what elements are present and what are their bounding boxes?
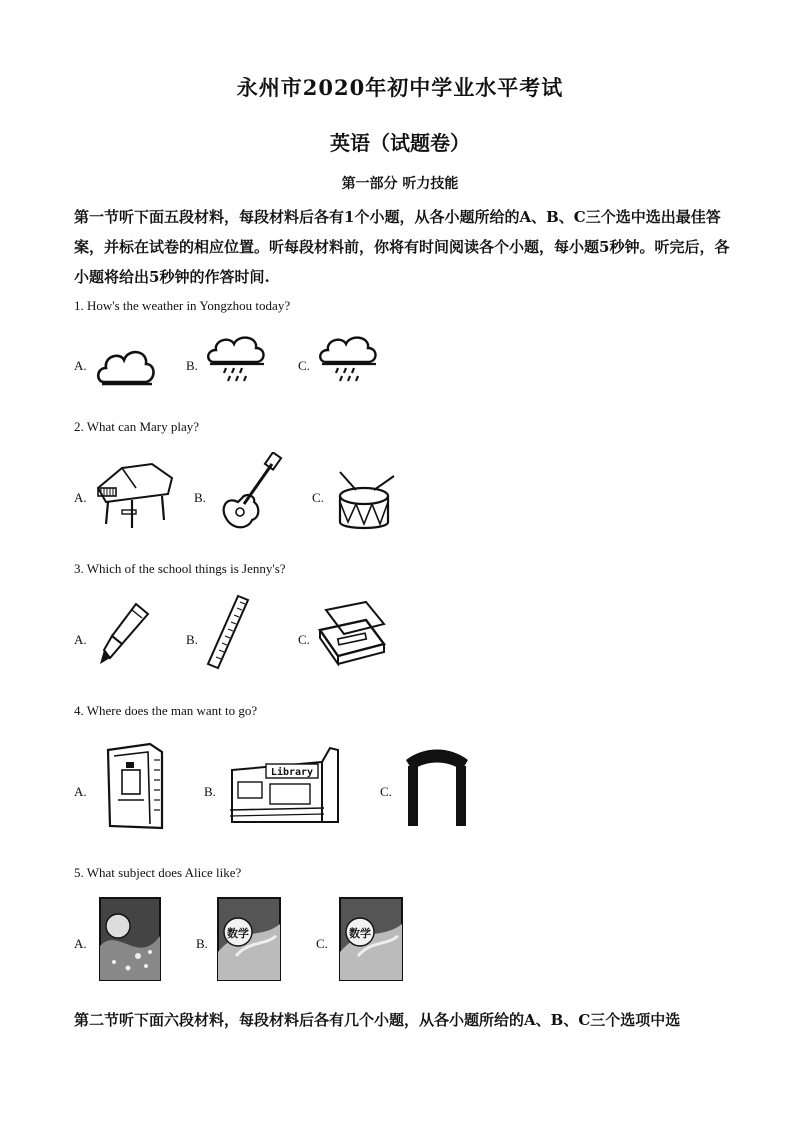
q3-option-c-label: C. bbox=[298, 632, 310, 647]
question-5: 5. What subject does Alice like? bbox=[74, 865, 242, 880]
q1-option-b-label: B. bbox=[186, 358, 198, 373]
part-heading: 第一部分 听力技能 bbox=[341, 176, 459, 192]
question-3: 3. Which of the school things is Jenny's? bbox=[74, 561, 286, 576]
section2-instructions: 第二节听下面六段材料，每段材料后各有几个小题，从各小题所给的A、B、C三个选项中选 bbox=[74, 1011, 681, 1029]
math-book-title: 数学 bbox=[227, 927, 249, 940]
q5-option-a-label: A. bbox=[74, 936, 87, 951]
q3-option-a-label: A. bbox=[74, 632, 87, 647]
q1-option-c-label: C. bbox=[298, 358, 310, 373]
q2-option-b-label: B. bbox=[194, 490, 206, 505]
book-icon bbox=[98, 896, 162, 982]
building-icon bbox=[100, 740, 170, 832]
library-icon bbox=[226, 742, 342, 828]
q2-option-c-label: C. bbox=[312, 490, 324, 505]
guitar-icon bbox=[216, 452, 286, 534]
gate-icon bbox=[404, 746, 470, 828]
question-4: 4. Where does the man want to go? bbox=[74, 703, 258, 718]
q5-option-b-label: B. bbox=[196, 936, 208, 951]
library-sign: Library bbox=[270, 767, 314, 778]
rain-cloud-icon bbox=[318, 334, 380, 386]
rain-cloud-icon bbox=[206, 334, 268, 386]
exam-title: 永州市2020年初中学业水平考试 bbox=[236, 75, 564, 100]
q3-option-b-label: B. bbox=[186, 632, 198, 647]
pencil-box-icon bbox=[316, 600, 388, 666]
q1-option-a-label: A. bbox=[74, 358, 87, 373]
cloud-icon bbox=[96, 340, 158, 388]
drum-icon bbox=[334, 468, 400, 532]
question-1: 1. How's the weather in Yongzhou today? bbox=[74, 298, 291, 313]
q4-option-c-label: C. bbox=[380, 784, 392, 799]
q2-option-a-label: A. bbox=[74, 490, 87, 505]
pen-icon bbox=[92, 600, 152, 666]
ruler-icon bbox=[204, 594, 252, 670]
q4-option-b-label: B. bbox=[204, 784, 216, 799]
piano-icon bbox=[92, 458, 176, 532]
math-book-icon bbox=[216, 896, 282, 982]
math-book-title: 数学 bbox=[349, 927, 371, 940]
q5-option-c-label: C. bbox=[316, 936, 328, 951]
exam-subtitle: 英语（试题卷） bbox=[330, 131, 470, 155]
math-book-icon bbox=[338, 896, 404, 982]
q4-option-a-label: A. bbox=[74, 784, 87, 799]
section1-instructions: 第一节听下面五段材料，每段材料后各有1个小题，从各小题所给的A、B、C三个选中选出最佳答案，并标在试卷的相应位置。听每段材料前，你将有时间阅读各个小题，每小题5秒钟。听完后，各小题将给出5秒钟的作答时间. bbox=[74, 208, 730, 286]
question-2: 2. What can Mary play? bbox=[74, 419, 200, 434]
